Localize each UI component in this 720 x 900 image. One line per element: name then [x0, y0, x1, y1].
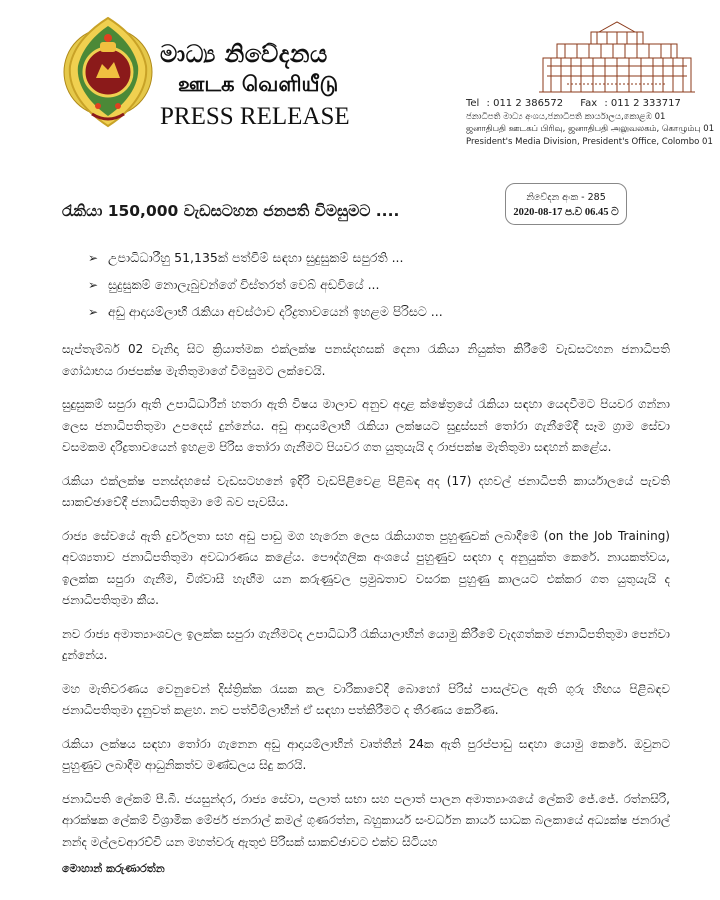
sri-lanka-emblem-logo: [62, 14, 154, 130]
release-reference-box: [505, 183, 627, 225]
body-paragraph: රැකියා ලක්ෂය සඳහා තෝරා ගැනෙන අඩු ආදායම්ලාභීන් වෘත්තීන් 24ක ඇති පුරප්පාඩු සඳහා යොමු කෙරේ. ඔවුනට පුහුණුව ලබාදීම ආධුනිකත්ව මණ්ඩලය සිදු කරයි.: [62, 736, 670, 772]
body-paragraph: මහ මැතිවරණය වෙනුවෙන් දිස්ත්‍රික්ක රැසක කල වාරිකාවේදී බොහෝ පිරිස් පාසල්වල ඇති ගුරු හිඟය පිළිබඳව ජනාධිපතිතුමා දැනුවත් කළහ. නව පත්වීම්ලාභීන් ඒ සඳහා පත්කිරීමට ද තීරණය කෙරිණ.: [62, 681, 670, 717]
title-tamil: ஊடக வெளியீடு: [178, 72, 339, 96]
highlight-bullets: [88, 244, 443, 325]
address-sinhala: ජනාධිපති මාධ්‍ය අංශය,ජනාධිපති කාර්යාලය,කොළඹ 01: [466, 112, 666, 122]
press-release-titles: [160, 40, 360, 131]
body-paragraph: රැකියා එක්ලක්ෂ පනස්දහසේ වැඩසටහනේ ඉදිරි වැඩපිළිවෙළ පිළිබඳ අද (17) දහවල් ජනාධිපති කාර්යාලයේ පැවති සාකච්ඡාවේදී ජනාධිපතිතුමා මේ බව පැවසීය.: [62, 473, 670, 509]
title-sinhala: මාධ්‍ය නිවේදනය: [160, 40, 328, 68]
address-english: President's Media Division, President's Office, Colombo 01: [466, 137, 713, 147]
title-english: PRESS RELEASE: [160, 103, 350, 130]
bullet-text: සුදුසුකම් නොලැබුවන්ගේ විස්තරත් වෙබ් අඩවියේ ...: [108, 276, 380, 292]
tel-number: : 011 2 386572: [486, 98, 564, 109]
bullet-item: [88, 244, 443, 271]
bullet-item: [88, 271, 443, 298]
tel-label: Tel: [466, 98, 480, 109]
body-paragraph: නව රාජ්‍ය අමාත්‍යාංශවල ඉලක්ක සපුරා ගැනීමටද උපාධිධාරී රැකියාලාභීන් යොමු කිරීමේ වැදගත්කම ජනාධිපතිතුමා පෙන්වා දුන්නේය.: [62, 626, 670, 662]
arrow-bullet-icon: ➢: [88, 277, 99, 292]
press-release-body: [62, 339, 670, 876]
fax-label: Fax: [580, 98, 598, 109]
phone-fax-row: [466, 98, 712, 109]
headline: රැකියා 150,000 වැඩසටහන ජනපති විමසුමට ....: [62, 202, 400, 220]
presidential-secretariat-building-illustration: [537, 18, 697, 94]
arrow-bullet-icon: ➢: [88, 304, 99, 319]
bullet-text: අඩු ආදායම්ලාභී රැකියා අවස්ථාව දරිද්‍රතාවයෙන් ඉහළම පිරිසට ...: [108, 303, 443, 319]
release-number: නිවේදන අංක - 285: [526, 192, 606, 203]
author-signature: මොහාන් කරුණාරත්න: [62, 862, 165, 875]
release-date-time: 2020-08-17 ප.ව 06.45 ට: [513, 207, 619, 218]
body-paragraph: රාජ්‍ය සේවයේ ඇති දුර්වලතා සහ අඩු පාඩු මග හැරෙන ලෙස රැකියාගත පුහුණුවක් ලබාදීමේ (on the Job Training) අවශ්‍යතාව ජනාධිපතිතුමා අවධාරණය කළේය. පෞද්ගලික අංශයේ පුහුණුව සඳහා ද අනුයුක්ත කෙරේ. නායකත්වය, ඉලක්ක සපුරා ගැනීම, විශ්වාසී හැඟීම යන කරුණුවල ප්‍රමුඛතාව වසරක පුහුණු කාලයට එක්කර ගත යුතුයැයි ද ජනාධිපතිතුමා කීය.: [62, 528, 670, 607]
body-paragraph: සැප්තැම්බර් 02 වැනිදා සිට ක්‍රියාත්මක එක්ලක්ෂ පනස්දහසක් දෙනා රැකියා නියුක්ත කිරීමේ වැඩසටහන ජනාධිපති ගෝඨාභය රාජපක්ෂ මැතිතුමාගේ විමසුමට ලක්වෙයි.: [62, 342, 670, 378]
body-paragraph: සුදුසුකම් සපුරා ඇති උපාධිධාරීන් හතරා ඇති විෂය මාලාව අනුව අදාළ ක්ෂේත්‍රයේ රැකියා සඳහා යෙදවීමට පියවර ගන්නා ලෙස ජනාධිපතිතුමා උපදෙස් දුන්නේය. අඩු ආදායම්ලාභී රැකියා ලක්ෂයට සුදුස්සන් තෝරා ගැනීමේදී සෑම ග්‍රාම සේවා වසමකම දරිද්‍රතාවයෙන් ඉහළම පිරිස තෝරා ගැනීමට පියවර ගත යුතුයැයි ද රාජපක්ෂ මැතිතුමා සඳහන් කළේය.: [62, 397, 670, 454]
body-paragraph: ජනාධිපති ලේකම් පී.බී. ජයසුන්දර, රාජ්‍ය සේවා, පලාත් සභා සහ පලාත් පාලන අමාත්‍යාංශයේ ලේකම් ජේ.ජේ. රත්නසිරි, ආරක්ෂක ලේකම් විශ්‍රාමික මේජර් ජනරාල් කමල් ගුණරත්න, බහුකාර්ය සංවර්ධන කාර්ය සාධක බලකායේ අධ්‍යක්ෂ ජනරාල් නන්ද මල්ලවආරච්චි යන මහත්වරු ඇතුළු පිරිසක් සාකච්ඡාවට එක්ව සිටියහ: [62, 791, 670, 849]
bullet-item: [88, 298, 443, 325]
arrow-bullet-icon: ➢: [88, 250, 99, 265]
address-tamil: ஜனாதிபதி ஊடகப் பிரிவு, ஜனாதிபதி அலுவலகம், கொழும்பு 01: [466, 124, 715, 134]
bullet-text: උපාධිධාරීහු 51,135ක් පත්වීම් සඳහා සුදුසුකම් සපුරති ...: [108, 249, 404, 265]
fax-number: : 011 2 333717: [604, 98, 681, 109]
contact-details: [466, 98, 715, 147]
